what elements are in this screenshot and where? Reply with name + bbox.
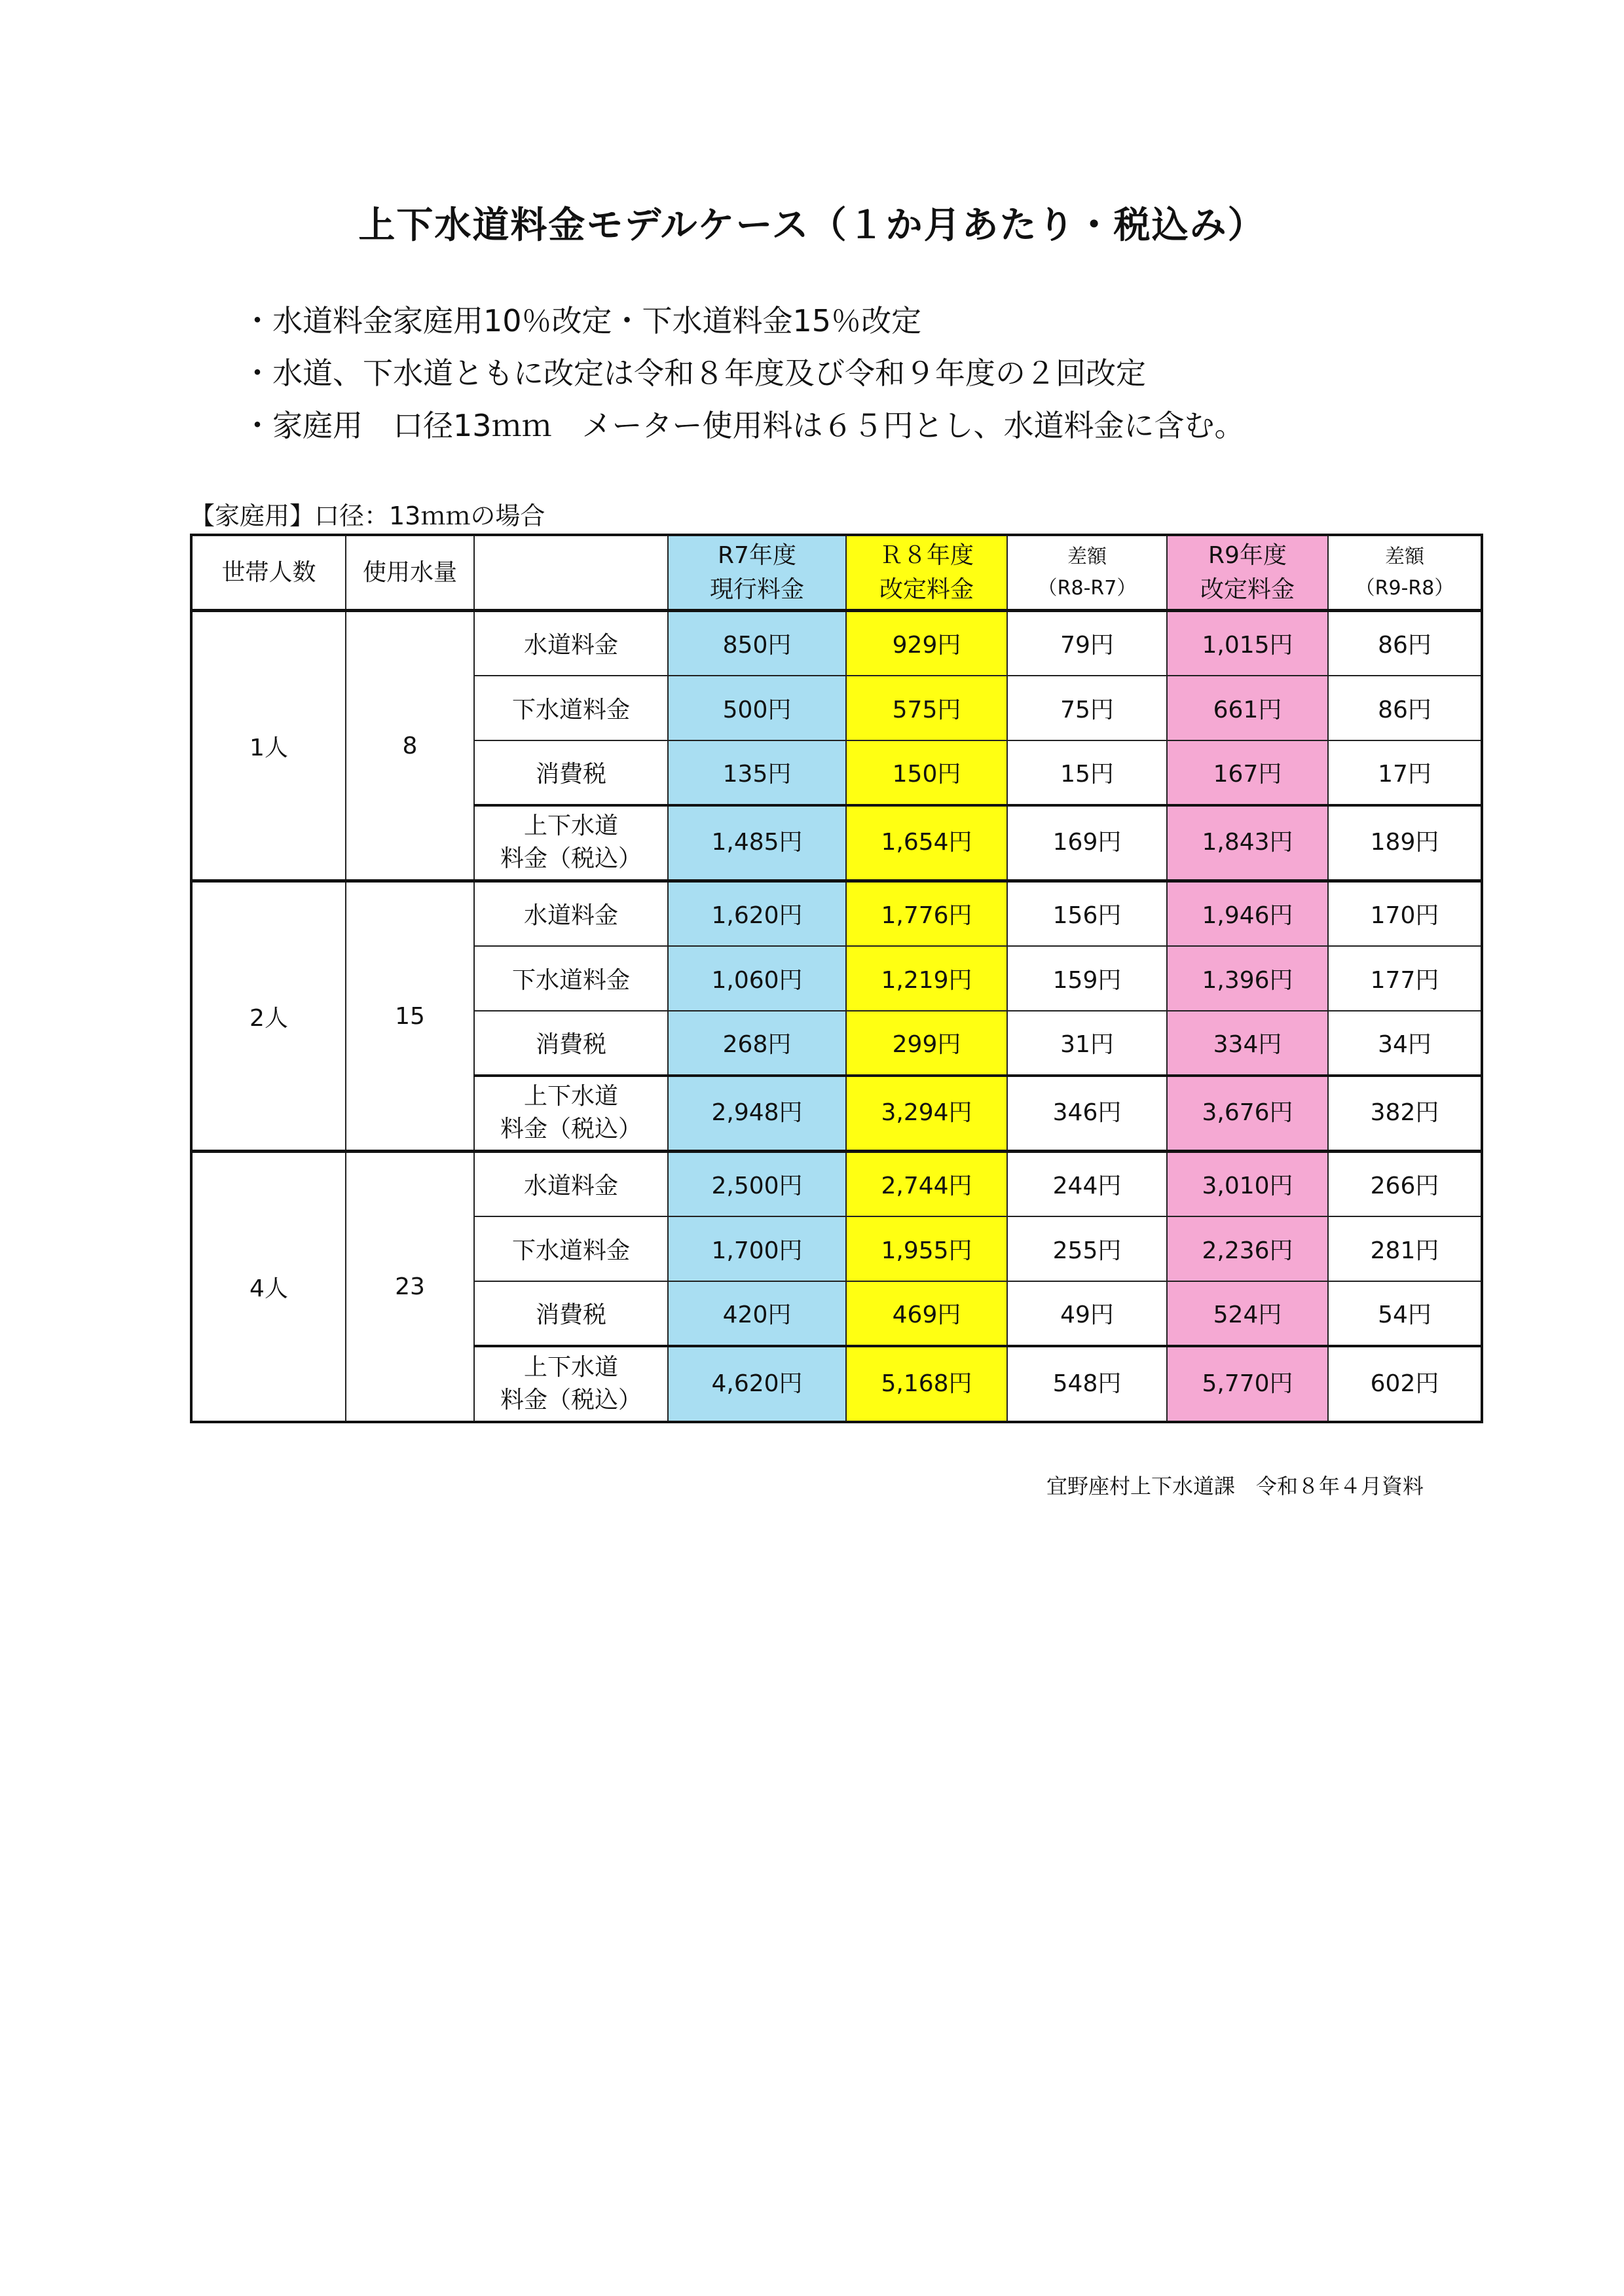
- header-diff2-line1: 差額: [1385, 545, 1424, 568]
- r8-value: 1,955円: [846, 1216, 1007, 1281]
- header-diff2: [1328, 535, 1482, 611]
- header-r9-line1: R9年度: [1208, 541, 1287, 569]
- diff1-value: 244円: [1007, 1152, 1167, 1216]
- r9-value: 1,396円: [1167, 946, 1328, 1011]
- diff2-value: 382円: [1328, 1076, 1482, 1152]
- r9-value: 3,010円: [1167, 1152, 1328, 1216]
- r7-value: 1,060円: [668, 946, 846, 1011]
- item-cell-total: [474, 1346, 668, 1422]
- diff1-value: 169円: [1007, 805, 1167, 881]
- diff2-value: 54円: [1328, 1281, 1482, 1346]
- r9-value: 1,946円: [1167, 881, 1328, 946]
- total-label-line1: 上下水道: [523, 1083, 618, 1110]
- r9-value: 167円: [1167, 740, 1328, 805]
- header-r7-line1: R7年度: [718, 541, 796, 569]
- diff1-value: 156円: [1007, 881, 1167, 946]
- r7-value: 850円: [668, 611, 846, 676]
- header-row: [191, 535, 1482, 611]
- note-item: ・水道、下水道ともに改定は令和８年度及び令和９年度の２回改定: [242, 355, 1146, 391]
- r8-value: 1,654円: [846, 805, 1007, 881]
- diff1-value: 15円: [1007, 740, 1167, 805]
- r9-value: 3,676円: [1167, 1076, 1328, 1152]
- total-label-line1: 上下水道: [523, 1353, 618, 1381]
- diff1-value: 255円: [1007, 1216, 1167, 1281]
- item-cell: 消費税: [474, 1011, 668, 1076]
- diff2-value: 602円: [1328, 1346, 1482, 1422]
- diff1-value: 346円: [1007, 1076, 1167, 1152]
- r7-value: 268円: [668, 1011, 846, 1076]
- header-diff1-line1: 差額: [1067, 545, 1107, 568]
- header-usage: 使用水量: [346, 535, 474, 611]
- r8-value: 5,168円: [846, 1346, 1007, 1422]
- header-r8-line2: 改定料金: [879, 575, 974, 603]
- total-label-line2: 料金（税込）: [500, 1386, 642, 1413]
- note-item: ・家庭用 口径13ｍｍ メーター使用料は６５円とし、水道料金に含む。: [242, 408, 1245, 443]
- r7-value: 1,700円: [668, 1216, 846, 1281]
- r8-value: 3,294円: [846, 1076, 1007, 1152]
- item-cell: 水道料金: [474, 611, 668, 676]
- header-r9: [1167, 535, 1328, 611]
- item-cell: 水道料金: [474, 1152, 668, 1216]
- header-diff1: [1007, 535, 1167, 611]
- usage-cell: 23: [346, 1152, 474, 1422]
- footer-source: 宜野座村上下水道課 令和８年４月資料: [1046, 1474, 1424, 1499]
- usage-cell: 8: [346, 611, 474, 881]
- item-cell: 下水道料金: [474, 1216, 668, 1281]
- total-label-line1: 上下水道: [523, 812, 618, 840]
- header-item: [474, 535, 668, 611]
- diff1-value: 79円: [1007, 611, 1167, 676]
- diff1-value: 49円: [1007, 1281, 1167, 1346]
- usage-cell: 15: [346, 881, 474, 1152]
- header-r9-line2: 改定料金: [1200, 575, 1295, 603]
- diff1-value: 31円: [1007, 1011, 1167, 1076]
- diff2-value: 281円: [1328, 1216, 1482, 1281]
- diff2-value: 189円: [1328, 805, 1482, 881]
- r8-value: 469円: [846, 1281, 1007, 1346]
- header-diff1-line2: （R8-R7）: [1037, 576, 1137, 600]
- notes-list: [242, 295, 1245, 452]
- item-cell: 消費税: [474, 1281, 668, 1346]
- diff2-value: 266円: [1328, 1152, 1482, 1216]
- household-cell: 2人: [191, 881, 346, 1152]
- rate-table: [190, 534, 1483, 1423]
- item-cell: 消費税: [474, 740, 668, 805]
- r7-value: 2,500円: [668, 1152, 846, 1216]
- r8-value: 150円: [846, 740, 1007, 805]
- note-item: ・水道料金家庭用10％改定・下水道料金15％改定: [242, 303, 922, 338]
- diff1-value: 75円: [1007, 676, 1167, 740]
- r9-value: 5,770円: [1167, 1346, 1328, 1422]
- diff1-value: 159円: [1007, 946, 1167, 1011]
- header-r8: [846, 535, 1007, 611]
- r8-value: 299円: [846, 1011, 1007, 1076]
- r9-value: 661円: [1167, 676, 1328, 740]
- r7-value: 500円: [668, 676, 846, 740]
- r9-value: 1,843円: [1167, 805, 1328, 881]
- diff2-value: 17円: [1328, 740, 1482, 805]
- diff2-value: 170円: [1328, 881, 1482, 946]
- header-r7: [668, 535, 846, 611]
- diff2-value: 86円: [1328, 611, 1482, 676]
- item-cell: 下水道料金: [474, 676, 668, 740]
- household-cell: 1人: [191, 611, 346, 881]
- header-r8-line1: Ｒ８年度: [879, 541, 974, 569]
- table-row: [191, 1152, 1482, 1216]
- r7-value: 4,620円: [668, 1346, 846, 1422]
- document-title: 上下水道料金モデルケース（１か月あたり・税込み）: [358, 204, 1266, 247]
- r9-value: 1,015円: [1167, 611, 1328, 676]
- r8-value: 929円: [846, 611, 1007, 676]
- r7-value: 2,948円: [668, 1076, 846, 1152]
- header-household: 世帯人数: [191, 535, 346, 611]
- table-row: [191, 881, 1482, 946]
- table-caption: 【家庭用】口径：13ｍｍの場合: [190, 501, 545, 530]
- r8-value: 1,219円: [846, 946, 1007, 1011]
- diff2-value: 34円: [1328, 1011, 1482, 1076]
- r8-value: 2,744円: [846, 1152, 1007, 1216]
- r9-value: 524円: [1167, 1281, 1328, 1346]
- total-label-line2: 料金（税込）: [500, 1116, 642, 1143]
- household-cell: 4人: [191, 1152, 346, 1422]
- item-cell-total: [474, 1076, 668, 1152]
- r7-value: 1,620円: [668, 881, 846, 946]
- r9-value: 334円: [1167, 1011, 1328, 1076]
- r7-value: 135円: [668, 740, 846, 805]
- r8-value: 1,776円: [846, 881, 1007, 946]
- diff2-value: 177円: [1328, 946, 1482, 1011]
- diff1-value: 548円: [1007, 1346, 1167, 1422]
- total-label-line2: 料金（税込）: [500, 845, 642, 873]
- item-cell: 水道料金: [474, 881, 668, 946]
- header-diff2-line2: （R9-R8）: [1355, 576, 1454, 600]
- header-r7-line2: 現行料金: [709, 575, 804, 603]
- r9-value: 2,236円: [1167, 1216, 1328, 1281]
- r8-value: 575円: [846, 676, 1007, 740]
- r7-value: 420円: [668, 1281, 846, 1346]
- table-row: [191, 611, 1482, 676]
- diff2-value: 86円: [1328, 676, 1482, 740]
- r7-value: 1,485円: [668, 805, 846, 881]
- item-cell: 下水道料金: [474, 946, 668, 1011]
- item-cell-total: [474, 805, 668, 881]
